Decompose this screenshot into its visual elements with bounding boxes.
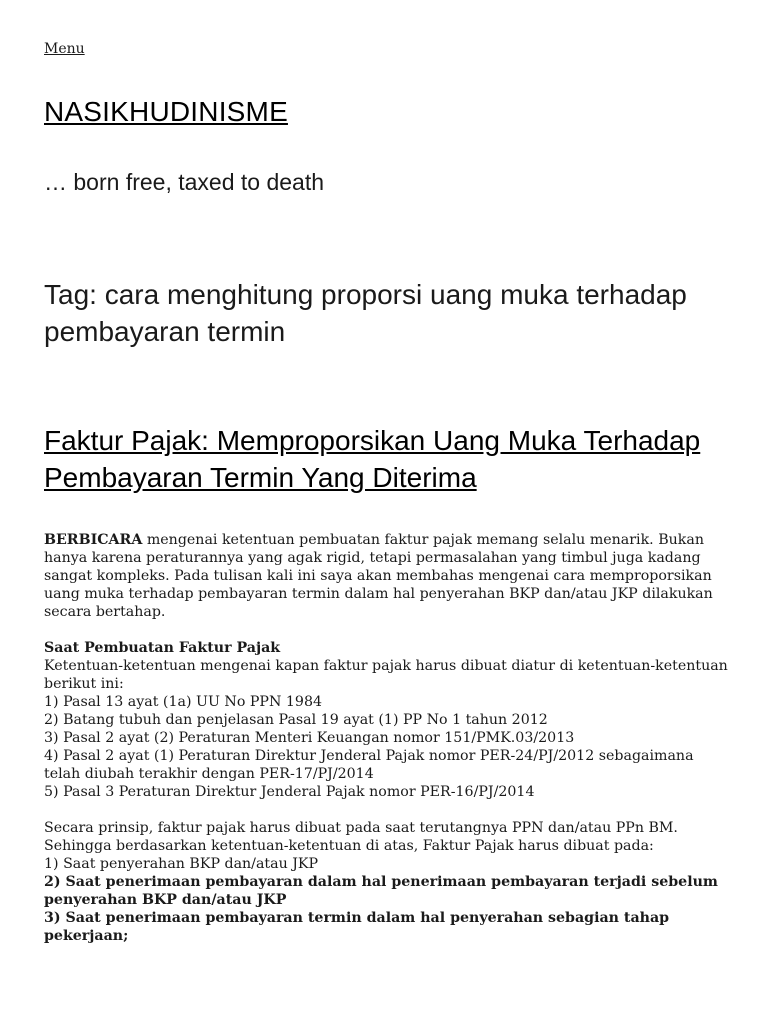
rule-item: 3) Pasal 2 ayat (2) Peraturan Menteri Keuangan nomor 151/PMK.03/2013 (44, 730, 575, 746)
intro-lead-word: BERBICARA (44, 532, 143, 548)
rule-item: 1) Pasal 13 ayat (1a) UU No PPN 1984 (44, 694, 323, 710)
rules-paragraph (44, 639, 734, 801)
intro-text: mengenai ketentuan pembuatan faktur pajak memang selalu menarik. Bukan hanya karena peraturannya yang agak rigid, tetapi permasalahan yang timbul juga kadang sangat kompleks. Pada tulisan kali ini saya akan membahas mengenai cara memproporsikan uang muka terhadap pembayaran termin dalam hal penyerahan BKP dan/atau JKP dilakukan secara bertahap. (44, 532, 713, 620)
timing-item-bold: 2) Saat penerimaan pembayaran dalam hal penerimaan pembayaran terjadi sebelum penyerahan BKP dan/atau JKP (44, 874, 718, 908)
rule-item: 4) Pasal 2 ayat (1) Peraturan Direktur Jenderal Pajak nomor PER-24/PJ/2012 sebagaimana telah diubah terakhir dengan PER-17/PJ/2014 (44, 748, 694, 782)
menu-link[interactable]: Menu (44, 41, 85, 57)
timing-paragraph (44, 819, 734, 945)
timing-item-bold: 3) Saat penerimaan pembayaran termin dalam hal penyerahan sebagian tahap pekerjaan; (44, 910, 670, 944)
section-heading: Saat Pembuatan Faktur Pajak (44, 640, 281, 656)
rule-item: 2) Batang tubuh dan penjelasan Pasal 19 ayat (1) PP No 1 tahun 2012 (44, 712, 548, 728)
post-title-link[interactable]: Faktur Pajak: Memproporsikan Uang Muka Terhadap Pembayaran Termin Yang Diterima (44, 425, 701, 493)
intro-paragraph (44, 531, 734, 621)
principle-text: Secara prinsip, faktur pajak harus dibuat pada saat terutangnya PPN dan/atau PPn BM. Sehingga berdasarkan ketentuan-ketentuan di atas, Faktur Pajak harus dibuat pada: (44, 820, 678, 854)
archive-title: Tag: cara menghitung proporsi uang muka terhadap pembayaran termin (44, 279, 687, 347)
post-title (44, 422, 744, 496)
timing-item: 1) Saat penyerahan BKP dan/atau JKP (44, 856, 319, 872)
site-tagline: … born free, taxed to death (44, 169, 325, 195)
section-intro: Ketentuan-ketentuan mengenai kapan faktur pajak harus dibuat diatur di ketentuan-ketentuan berikut ini: (44, 658, 728, 692)
post-content (44, 531, 734, 963)
rule-item: 5) Pasal 3 Peraturan Direktur Jenderal Pajak nomor PER-16/PJ/2014 (44, 784, 535, 800)
site-title[interactable]: NASIKHUDINISME (44, 96, 288, 127)
